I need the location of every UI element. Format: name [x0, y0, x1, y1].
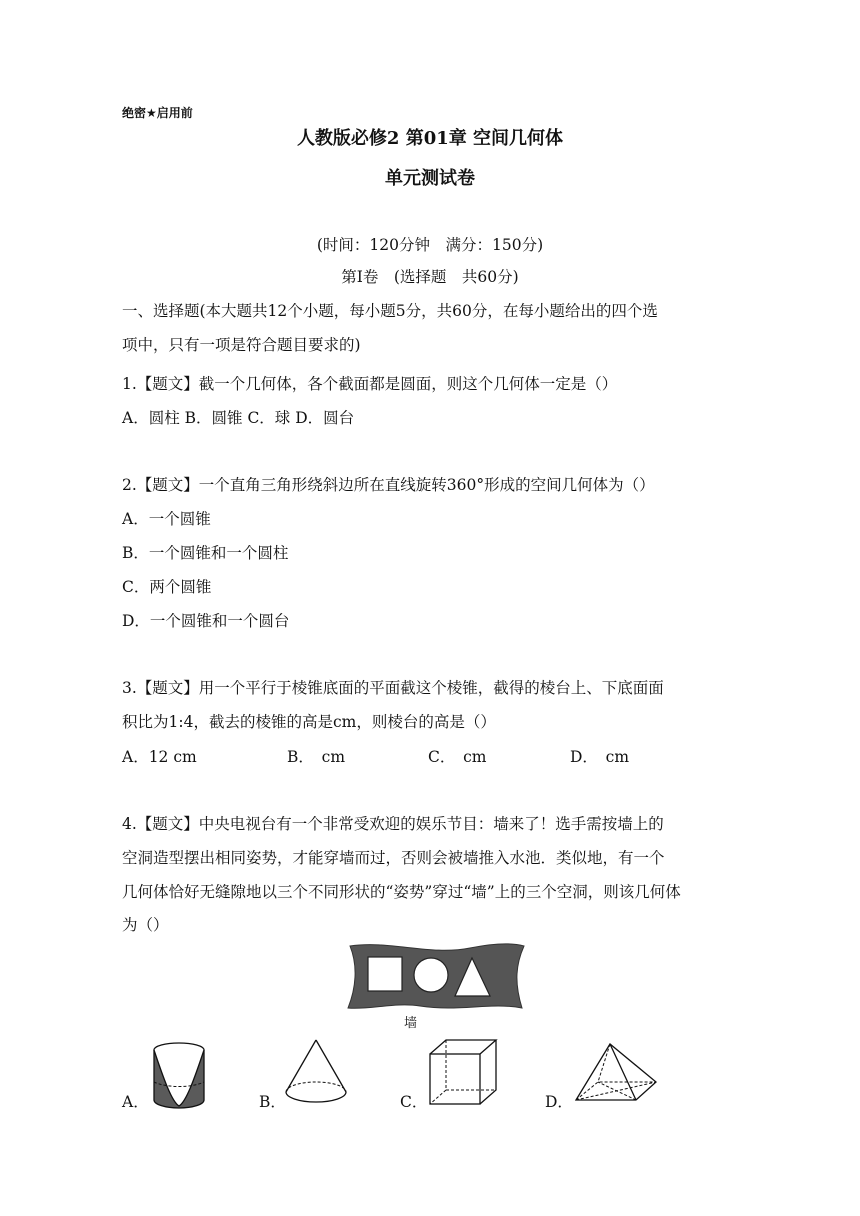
wall-figure [340, 938, 530, 1016]
square-hole [368, 957, 402, 991]
page-title: 人教版必修2 第01章 空间几何体 [296, 128, 564, 149]
question-4-option-a-label: A． [122, 1093, 149, 1111]
question-2-stem: 2.【题文】一个直角三角形绕斜边所在直线旋转360°形成的空间几何体为（） [122, 476, 655, 494]
question-4-option-b-label: B． [259, 1093, 286, 1111]
question-3-stem-line2: 积比为1:4，截去的棱锥的高是cm，则棱台的高是（） [122, 713, 496, 731]
question-2-option-b: B．一个圆锥和一个圆柱 [122, 544, 289, 562]
question-4-stem-line2: 空洞造型摆出相同姿势，才能穿墙而过，否则会被墙推入水池．类似地，有一个 [122, 849, 665, 867]
question-2-option-a: A．一个圆锥 [122, 510, 211, 528]
question-3-option-a: A．12 cm [122, 748, 197, 766]
question-2-option-c: C．两个圆锥 [122, 578, 212, 596]
secret-mark: 绝密★启用前 [122, 106, 193, 120]
circle-hole [414, 958, 448, 992]
cube-icon [424, 1036, 500, 1108]
question-4-option-c-label: C． [400, 1093, 428, 1111]
part-heading: 第Ⅰ卷 (选择题 共60分) [341, 268, 519, 286]
question-3-option-d: D． cm [570, 748, 630, 766]
question-1-options: A．圆柱 B．圆锥 C．球 D．圆台 [122, 409, 355, 427]
question-3-option-b: B． cm [287, 748, 346, 766]
question-3-stem-line1: 3.【题文】用一个平行于棱锥底面的平面截这个棱锥，截得的棱台上、下底面面 [122, 679, 664, 697]
pyramid-icon [570, 1040, 662, 1106]
question-2-option-d: D．一个圆锥和一个圆台 [122, 612, 290, 630]
page-subtitle: 单元测试卷 [385, 168, 475, 189]
question-3-option-c: C． cm [428, 748, 487, 766]
question-4-option-d-label: D． [545, 1093, 573, 1111]
question-4-stem-line1: 4.【题文】中央电视台有一个非常受欢迎的娱乐节目：墙来了！选手需按墙上的 [122, 815, 664, 833]
cone-icon [280, 1036, 352, 1108]
wall-label: 墙 [404, 1016, 418, 1031]
question-1-stem: 1.【题文】截一个几何体，各个截面都是圆面，则这个几何体一定是（） [122, 375, 618, 393]
question-4-stem-line3: 几何体恰好无缝隙地以三个不同形状的“姿势”穿过“墙”上的三个空洞，则该几何体 [122, 883, 681, 901]
option-a-solid-icon [146, 1040, 212, 1112]
section-instructions-line2: 项中，只有一项是符合题目要求的) [122, 336, 361, 354]
question-4-stem-line4: 为（） [122, 916, 169, 934]
section-instructions-line1: 一、选择题(本大题共12个小题，每小题5分，共60分，在每小题给出的四个选 [122, 302, 658, 320]
time-score-info: (时间：120分钟 满分：150分) [316, 236, 544, 254]
